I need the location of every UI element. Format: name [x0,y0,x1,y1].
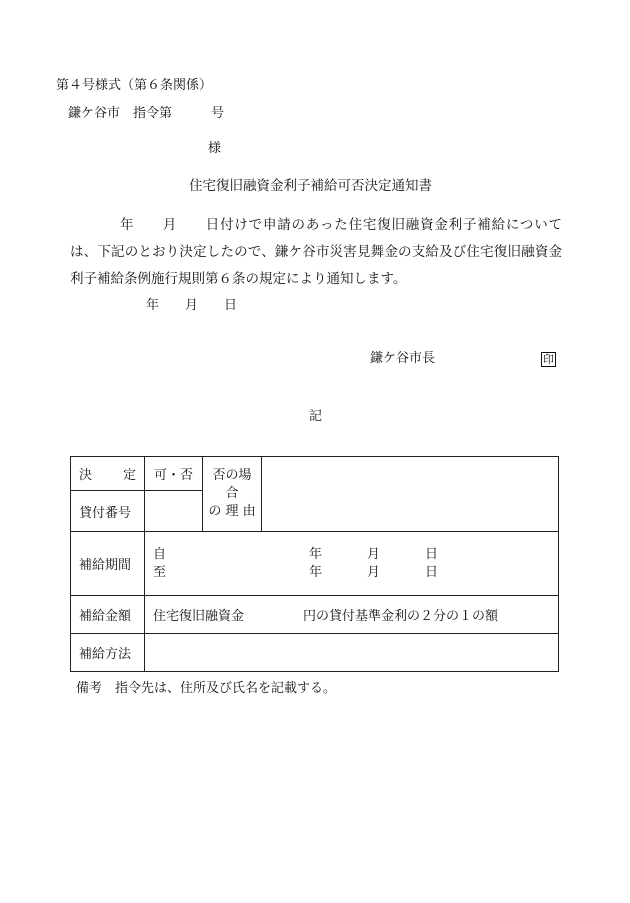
decision-label-a: 決 [79,468,93,483]
decision-label-b: 定 [122,468,136,483]
period-from-month: 月 [367,546,381,562]
issue-number-line: 鎌ケ谷市 指令第 号 [68,106,225,121]
amount-text-2: 円の貸付基準金利の２分の１の額 [303,609,499,624]
period-from-row [153,546,550,564]
ki-heading: 記 [309,409,323,424]
form-number: 第４号様式（第６条関係） [56,78,213,93]
method-label: 補給方法 [79,647,132,662]
reason-label-cell [203,457,262,532]
notice-date: 年 月 日 [146,298,238,313]
amount-label: 補給金額 [79,609,132,624]
seal-mark [541,352,556,367]
table-row [71,532,559,596]
addressee-honorific: 様 [208,141,222,156]
period-label: 補給期間 [79,558,132,573]
loan-number-label: 貸付番号 [79,505,132,521]
issuer-name: 鎌ケ谷市長 [370,351,436,366]
reason-value-cell [262,457,559,532]
period-to-day: 日 [425,564,439,580]
method-label-cell [71,634,145,672]
loan-number-label-cell [71,491,145,532]
seal-text: 印 [543,353,554,366]
table-row [71,634,559,672]
body-text: 年 月 日付けで申請のあった住宅復旧融資金利子補給については、下記のとおり決定したので、鎌ケ谷市災害見舞金の支給及び住宅復旧融資金利子補給条例施行規則第６条の規定により通知します。 [70,217,562,287]
period-label-cell [71,532,145,596]
period-to-row [153,564,550,582]
remarks-note: 備考 指令先は、住所及び氏名を記載する。 [76,681,337,696]
loan-number-value-cell [145,491,203,532]
amount-label-cell [71,596,145,634]
document-title: 住宅復旧融資金利子補給可否決定通知書 [189,178,432,194]
period-to: 至 [153,564,167,580]
amount-value-cell [145,596,559,634]
period-from: 自 [153,546,167,562]
table-row [71,457,559,491]
period-from-day: 日 [425,546,439,562]
period-value-cell [145,532,559,596]
period-to-month: 月 [367,564,381,580]
period-to-year: 年 [309,564,323,580]
decision-value-cell [145,457,203,491]
decision-label-cell [71,457,145,491]
decision-table [70,456,559,672]
reason-label-1: 否の場合 [212,468,252,501]
amount-text-1: 住宅復旧融資金 [153,609,245,624]
reason-label-2: の 理 由 [208,504,256,519]
table-row [71,596,559,634]
method-value-cell [145,634,559,672]
period-from-year: 年 [309,546,323,562]
decision-value: 可・否 [153,468,193,483]
body-paragraph [70,212,562,293]
